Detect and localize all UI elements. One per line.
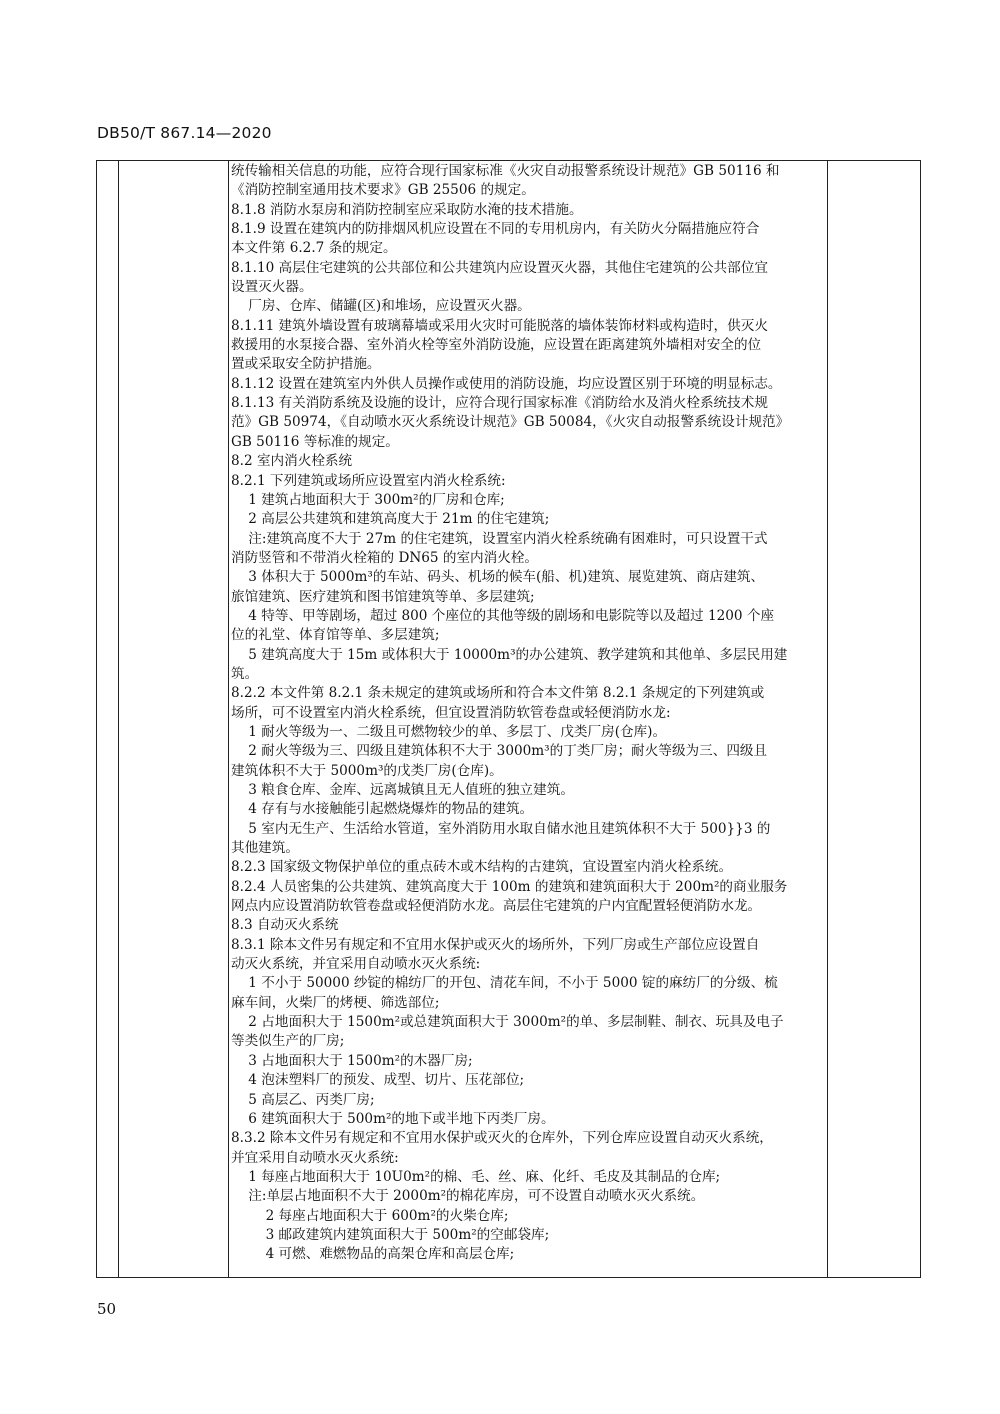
- text-line: 2 每座占地面积大于 600m²的火柴仓库;: [231, 1207, 509, 1224]
- text-line: 其他建筑。: [231, 840, 299, 857]
- text-line: 本文件第 6.2.7 条的规定。: [231, 240, 397, 257]
- table-column-divider: [228, 160, 229, 1278]
- text-line: 1 每座占地面积大于 10U0m²的棉、毛、丝、麻、化纤、毛皮及其制品的仓库;: [231, 1168, 721, 1185]
- text-line: 1 不小于 50000 纱锭的棉纺厂的开包、清花车间，不小于 5000 锭的麻纺厂的分级、梳: [231, 975, 778, 992]
- text-line: 厂房、仓库、储罐(区)和堆场，应设置灭火器。: [231, 298, 531, 315]
- text-line: 《消防控制室通用技术要求》GB 25506 的规定。: [231, 182, 535, 199]
- text-line: GB 50116 等标准的规定。: [231, 433, 399, 450]
- text-line: 1 建筑占地面积大于 300m²的厂房和仓库;: [231, 491, 505, 508]
- text-line: 2 耐火等级为三、四级且建筑体积不大于 3000m³的丁类厂房；耐火等级为三、四级且: [231, 743, 768, 760]
- table-content-cell: [231, 162, 825, 1265]
- text-line: 5 建筑高度大于 15m 或体积大于 10000m³的办公建筑、教学建筑和其他单、多层民用建: [231, 646, 788, 663]
- text-line: 8.1.8 消防水泵房和消防控制室应采取防水淹的技术措施。: [231, 201, 583, 218]
- text-line: 3 占地面积大于 1500m²的木器厂房;: [231, 1052, 473, 1069]
- text-line: 建筑体积不大于 5000m³的戊类厂房(仓库)。: [231, 762, 503, 779]
- table-column-divider: [118, 160, 119, 1278]
- text-line: 5 高层乙、丙类厂房;: [231, 1091, 375, 1108]
- page-number: 50: [97, 1300, 117, 1318]
- text-line: 8.2.4 人员密集的公共建筑、建筑高度大于 100m 的建筑和建筑面积大于 200m²的商业服务: [231, 878, 788, 895]
- text-line: 旅馆建筑、医疗建筑和图书馆建筑等单、多层建筑;: [231, 588, 535, 605]
- text-line: 置或采取安全防护措施。: [231, 356, 381, 373]
- text-line: 并宜采用自动喷水灭火系统:: [231, 1149, 399, 1166]
- text-line: 8.1.9 设置在建筑内的防排烟风机应设置在不同的专用机房内，有关防火分隔措施应符合: [231, 221, 760, 238]
- text-line: 8.1.10 高层住宅建筑的公共部位和公共建筑内应设置灭火器，其他住宅建筑的公共部位宜: [231, 259, 768, 276]
- text-line: 筑。: [231, 665, 259, 682]
- text-line: 注:单层占地面积不大于 2000m²的棉花库房，可不设置自动喷水灭火系统。: [231, 1188, 705, 1205]
- text-line: 消防竖管和不带消火栓箱的 DN65 的室内消火栓。: [231, 549, 539, 566]
- text-line: 2 高层公共建筑和建筑高度大于 21m 的住宅建筑;: [231, 511, 550, 528]
- text-line: 4 可燃、难燃物品的高架仓库和高层仓库;: [231, 1246, 515, 1263]
- text-line: 场所，可不设置室内消火栓系统，但宜设置消防软管卷盘或轻便消防水龙:: [231, 704, 671, 721]
- text-line: 4 存有与水接触能引起燃烧爆炸的物品的建筑。: [231, 801, 534, 818]
- text-line: 5 室内无生产、生活给水管道，室外消防用水取自储水池且建筑体积不大于 500}}3 的: [231, 820, 771, 837]
- text-line: 8.1.12 设置在建筑室内外供人员操作或使用的消防设施，均应设置区别于环境的明显标志。: [231, 375, 782, 392]
- text-line: 8.3.2 除本文件另有规定和不宜用水保护或灭火的仓库外，下列仓库应设置自动灭火系统，: [231, 1130, 773, 1147]
- text-line: 麻车间，火柴厂的烤梗、筛选部位;: [231, 994, 440, 1011]
- text-line: 3 粮食仓库、金库、远离城镇且无人值班的独立建筑。: [231, 782, 574, 798]
- text-line: 6 建筑面积大于 500m²的地下或半地下丙类厂房。: [231, 1110, 555, 1127]
- text-line: 等类似生产的厂房;: [231, 1033, 345, 1050]
- text-line: 8.1.13 有关消防系统及设施的设计，应符合现行国家标准《消防给水及消火栓系统技术规: [231, 395, 768, 412]
- text-line: 注:建筑高度不大于 27m 的住宅建筑，设置室内消火栓系统确有困难时，可只设置干式: [231, 530, 768, 547]
- text-line: 设置灭火器。: [231, 279, 313, 296]
- text-line: 8.1.11 建筑外墙设置有玻璃幕墙或采用火灾时可能脱落的墙体装饰材料或构造时，供灭火: [231, 317, 768, 334]
- document-code: DB50/T 867.14—2020: [97, 124, 272, 142]
- text-line: 救援用的水泵接合器、室外消火栓等室外消防设施，应设置在距离建筑外墙相对安全的位: [231, 337, 762, 354]
- text-line: 网点内应设置消防软管卷盘或轻便消防水龙。高层住宅建筑的户内宜配置轻便消防水龙。: [231, 898, 762, 915]
- text-line: 动灭火系统，并宜采用自动喷水灭火系统:: [231, 956, 481, 973]
- text-line: 8.3.1 除本文件另有规定和不宜用水保护或灭火的场所外，下列厂房或生产部位应设置自: [231, 936, 760, 953]
- text-line: 2 占地面积大于 1500m²或总建筑面积大于 3000m²的单、多层制鞋、制衣、玩具及电子: [231, 1014, 784, 1031]
- text-line: 范》GB 50974，《自动喷水灭火系统设计规范》GB 50084，《火灾自动报警系统设计规范》: [231, 414, 790, 431]
- text-line: 8.2.1 下列建筑或场所应设置室内消火栓系统:: [231, 472, 506, 489]
- text-line: 位的礼堂、体育馆等单、多层建筑;: [231, 627, 440, 644]
- text-line: 8.2.2 本文件第 8.2.1 条未规定的建筑或场所和符合本文件第 8.2.1 条规定的下列建筑或: [231, 685, 765, 702]
- text-line: 3 邮政建筑内建筑面积大于 500m²的空邮袋库;: [231, 1226, 550, 1243]
- text-line: 4 特等、甲等剧场，超过 800 个座位的其他等级的剧场和电影院等以及超过 1200 个座: [231, 607, 775, 624]
- text-line: 8.2 室内消火栓系统: [231, 453, 353, 470]
- text-line: 4 泡沫塑料厂的预发、成型、切片、压花部位;: [231, 1072, 525, 1089]
- text-line: 统传输相关信息的功能，应符合现行国家标准《火灾自动报警系统设计规范》GB 50116 和: [231, 163, 780, 179]
- table-column-divider: [827, 160, 828, 1278]
- text-line: 1 耐火等级为一、二级且可燃物较少的单、多层丁、戊类厂房(仓库)。: [231, 723, 667, 740]
- text-line: 8.2.3 国家级文物保护单位的重点砖木或木结构的古建筑，宜设置室内消火栓系统。: [231, 859, 733, 876]
- text-line: 3 体积大于 5000m³的车站、码头、机场的候车(船、机)建筑、展览建筑、商店建筑、: [231, 569, 765, 586]
- text-line: 8.3 自动灭火系统: [231, 917, 339, 934]
